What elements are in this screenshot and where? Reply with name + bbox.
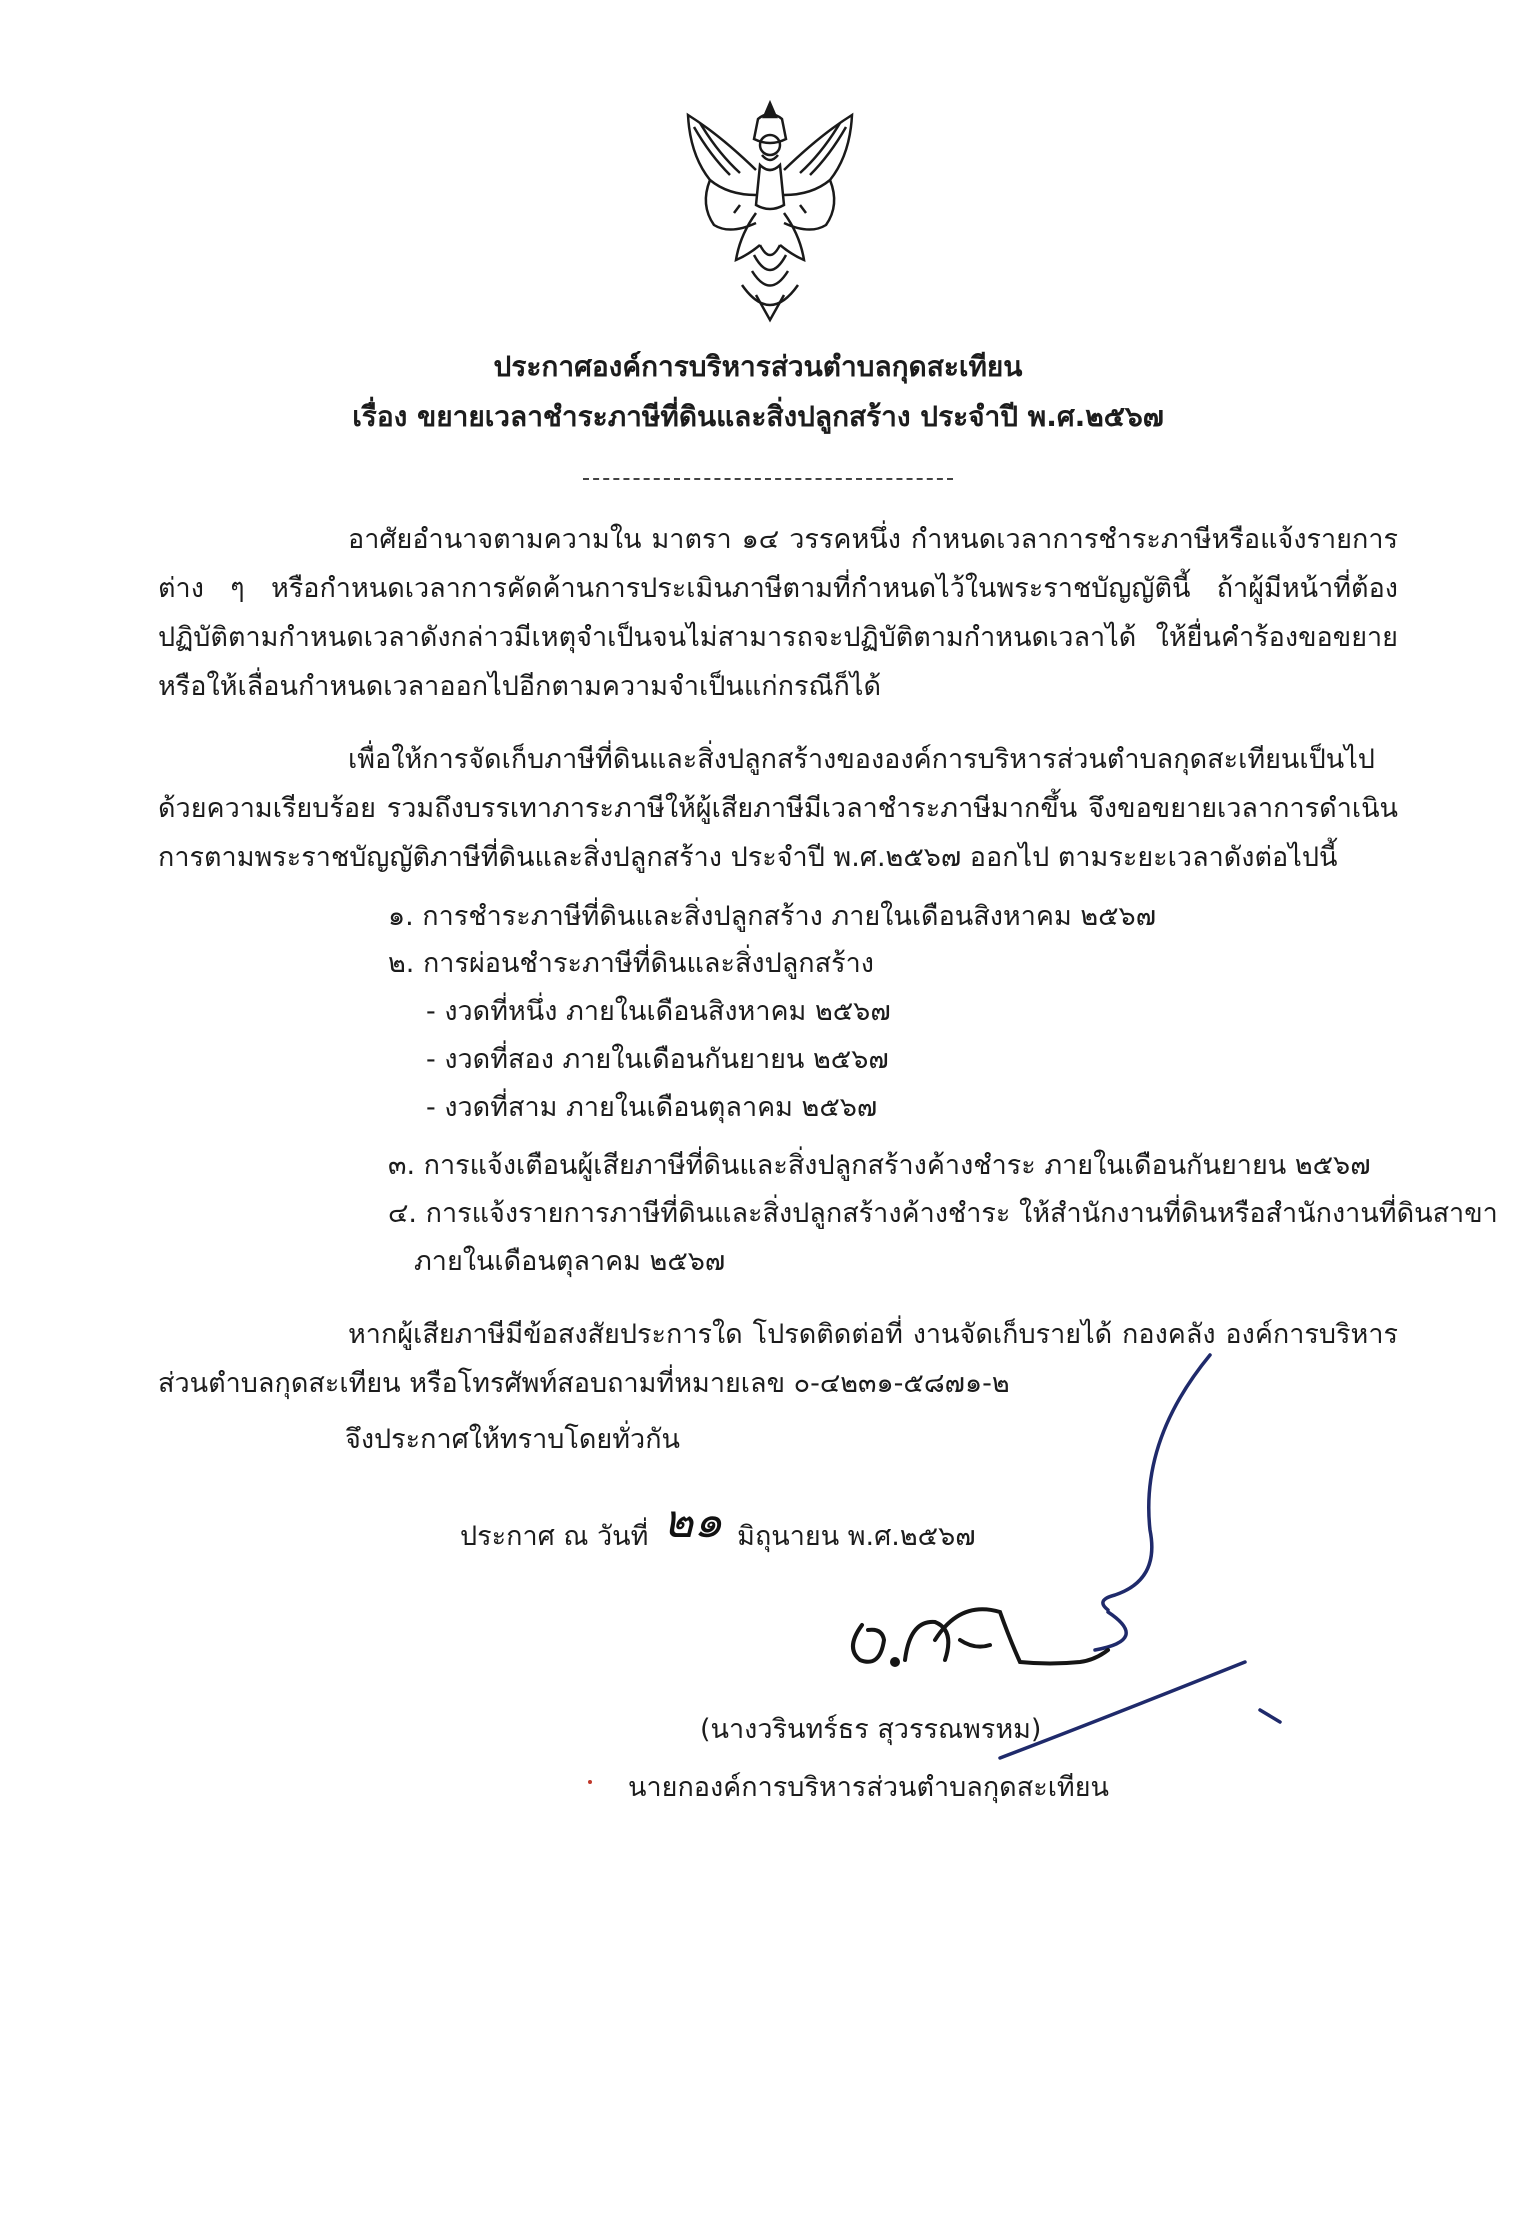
paragraph-purpose: เพื่อให้การจัดเก็บภาษีที่ดินและสิ่งปลูกสร้างขององค์การบริหารส่วนตำบลกุดสะเทียนเป็นไปด้วยความเรียบร้อย รวมถึงบรรเทาภาระภาษีให้ผู้เสียภาษีมีเวลาชำระภาษีมากขึ้น จึงขอขยายเวลาการดำเนินการตามพระราชบัญญัติภาษีที่ดินและสิ่งปลูกสร้าง ประจำปี พ.ศ.๒๕๖๗ ออกไป ตามระยะเวลาดังต่อไปนี้ — [158, 744, 1398, 873]
announce-line: จึงประกาศให้ทราบโดยทั่วกัน — [345, 1424, 680, 1455]
date-prefix: ประกาศ ณ วันที่ — [460, 1521, 649, 1552]
title-block — [0, 342, 1516, 442]
list-item: ๔. การแจ้งรายการภาษีที่ดินและสิ่งปลูกสร้างค้างชำระ ให้สำนักงานที่ดินหรือสำนักงานที่ดินสาขา — [388, 1198, 1498, 1229]
sub-list-item: - งวดที่สอง ภายในเดือนกันยายน ๒๕๖๗ — [426, 1044, 889, 1075]
paragraph-authority: อาศัยอำนาจตามความใน มาตรา ๑๔ วรรคหนึ่ง กำหนดเวลาการชำระภาษีหรือแจ้งรายการต่าง ๆ หรือกำหนดเวลาการคัดค้านการประเมินภาษีตามที่กำหนดไว้ในพระราชบัญญัตินี้ ถ้าผู้มีหน้าที่ต้องปฏิบัติตามกำหนดเวลาดังกล่าวมีเหตุจำเป็นจนไม่สามารถจะปฏิบัติตามกำหนดเวลาได้ ให้ยื่นคำร้องขอขยายหรือให้เลื่อนกำหนดเวลาออกไปอีกตามความจำเป็นแก่กรณีก็ได้ — [158, 524, 1398, 702]
sub-list-item: - งวดที่สาม ภายในเดือนตุลาคม ๒๕๖๗ — [426, 1092, 878, 1123]
signatory-name: (นางวรินทร์ธร สุวรรณพรหม) — [700, 1714, 1042, 1745]
document-subject: เรื่อง ขยายเวลาชำระภาษีที่ดินและสิ่งปลูกสร้าง ประจำปี พ.ศ.๒๕๖๗ — [352, 400, 1164, 433]
paragraph-contact: หากผู้เสียภาษีมีข้อสงสัยประการใด โปรดติดต่อที่ งานจัดเก็บรายได้ กองคลัง องค์การบริหารส่วนตำบลกุดสะเทียน หรือโทรศัพท์สอบถามที่หมายเลข ๐-๔๒๓๑-๕๘๗๑-๒ — [158, 1319, 1398, 1399]
date-line — [460, 1494, 976, 1561]
list-item: ๓. การแจ้งเตือนผู้เสียภาษีที่ดินและสิ่งปลูกสร้างค้างชำระ ภายในเดือนกันยายน ๒๕๖๗ — [388, 1150, 1371, 1181]
date-day-handwritten: ๒๑ — [663, 1494, 723, 1548]
list-item-continuation: ภายในเดือนตุลาคม ๒๕๖๗ — [414, 1246, 726, 1277]
list-item: ๒. การผ่อนชำระภาษีที่ดินและสิ่งปลูกสร้าง — [388, 948, 874, 979]
divider-line — [583, 478, 953, 480]
page-title: ประกาศองค์การบริหารส่วนตำบลกุดสะเทียน — [493, 350, 1023, 383]
list-item: ๑. การชำระภาษีที่ดินและสิ่งปลูกสร้าง ภายในเดือนสิงหาคม ๒๕๖๗ — [388, 901, 1156, 932]
sub-list-item: - งวดที่หนึ่ง ภายในเดือนสิงหาคม ๒๕๖๗ — [426, 996, 891, 1027]
date-suffix: มิถุนายน พ.ศ.๒๕๖๗ — [737, 1521, 976, 1552]
signatory-position: นายกองค์การบริหารส่วนตำบลกุดสะเทียน — [628, 1772, 1110, 1803]
garuda-emblem-icon — [670, 95, 870, 330]
